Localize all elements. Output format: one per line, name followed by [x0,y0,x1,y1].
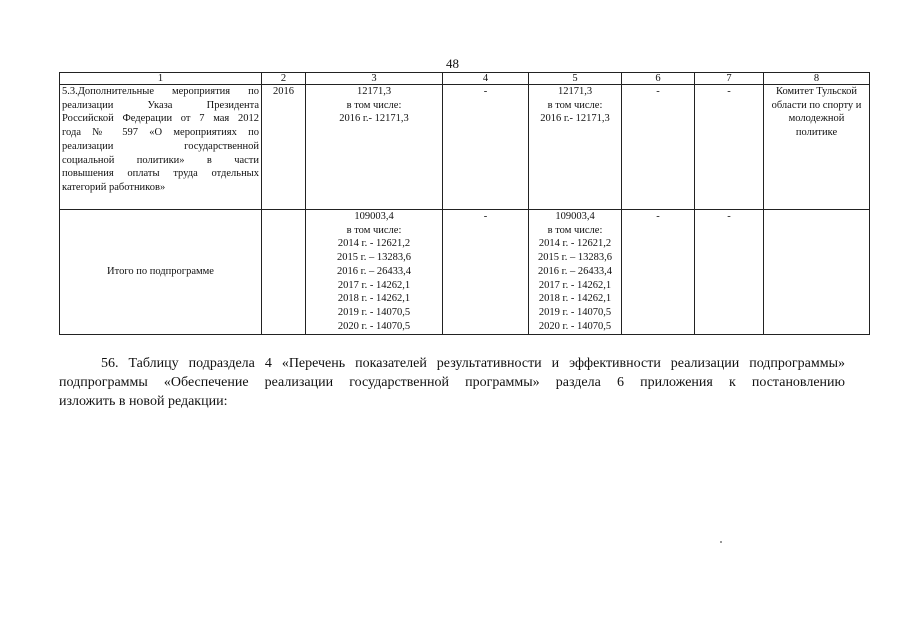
total-line: 12171,3 [356,86,392,97]
table-header-row [60,73,870,85]
measure-name-line: года № 597 «О мероприятиях по [62,127,259,139]
header-cell-6: 6 [622,73,695,85]
subprogram-col4-cell: - [443,210,529,335]
subprogram-col6-cell: - [622,210,695,335]
header-cell-2: 2 [262,73,306,85]
total-line: 2020 г. - 14070,5 [337,320,411,332]
measure-total-cell [306,85,443,210]
subprogram-total-cell [306,210,443,335]
paragraph-line: изложить в новой редакции: [59,394,228,409]
header-cell-4: 4 [443,73,529,85]
col5-line: 2016 г.- 12171,3 [540,113,610,125]
subprogram-col7-cell: - [695,210,764,335]
col5-line: 2019 г. - 14070,5 [538,306,612,318]
paragraph-line: 56. Таблицу подраздела 4 «Перечень показателей результативности и эффективности реализации подпрограммы» [101,356,845,371]
executor-line: молодежной [788,113,845,125]
measure-col6-cell: - [622,85,695,210]
col5-line: 2016 г. – 26433,4 [538,265,612,277]
total-line: 2016 г. – 26433,4 [337,265,411,277]
executor-line: Комитет Тульской [775,86,858,97]
scan-speck [720,541,722,543]
col5-line: 2017 г. - 14262,1 [538,279,612,291]
table-row-subprogram-total [60,210,870,335]
page-number: 48 [446,56,459,71]
subprogram-executor-cell [764,210,870,335]
measure-name-line: социальной политики» в части [62,154,259,166]
col5-line: 109003,4 [555,211,595,222]
header-cell-7: 7 [695,73,764,85]
col5-line: 2014 г. - 12621,2 [538,238,612,250]
measure-name-line: реализации Указа Президента [62,99,259,111]
total-line: 2018 г. - 14262,1 [337,293,411,305]
header-cell-5: 5 [529,73,622,85]
total-line: в том числе: [346,99,402,111]
measure-name-line: реализации государственной [62,140,259,152]
table-row-measure-5-3 [60,85,870,210]
subprogram-col5-cell [529,210,622,335]
measure-name-line: 5.3.Дополнительные мероприятия по [62,86,259,97]
total-line: 2015 г. – 13283,6 [337,252,411,264]
measure-name-cell [60,85,262,210]
header-cell-8: 8 [764,73,870,85]
total-line: 2016 г.- 12171,3 [339,113,409,125]
measure-name-line: категорий работников» [62,181,166,193]
subprogram-year-cell [262,210,306,335]
measures-table [59,72,870,335]
col5-line: в том числе: [547,224,603,236]
total-line: 2017 г. - 14262,1 [337,279,411,291]
total-line: 2019 г. - 14070,5 [337,306,411,318]
measure-year-cell: 2016 [262,85,306,210]
subprogram-total-label: Итого по подпрограмме [60,210,262,335]
col5-line: 2020 г. - 14070,5 [538,320,612,332]
measure-col7-cell: - [695,85,764,210]
measure-name-line: Российской Федерации от 7 мая 2012 [62,113,259,125]
col5-line: в том числе: [547,99,603,111]
measure-col5-cell [529,85,622,210]
executor-line: области по спорту и [771,99,862,111]
header-cell-3: 3 [306,73,443,85]
total-line: в том числе: [346,224,402,236]
col5-line: 12171,3 [557,86,593,97]
paragraph-line: подпрограммы «Обеспечение реализации государственной программы» раздела 6 приложения к постановлению [59,375,845,390]
total-line: 2014 г. - 12621,2 [337,238,411,250]
measure-name-line: повышения оплаты труда отдельных [62,168,259,180]
executor-line: политике [795,127,838,139]
total-line: 109003,4 [354,211,394,222]
col5-line: 2015 г. – 13283,6 [538,252,612,264]
instruction-paragraph [59,354,845,411]
measure-executor-cell [764,85,870,210]
header-cell-1: 1 [60,73,262,85]
measure-col4-cell: - [443,85,529,210]
col5-line: 2018 г. - 14262,1 [538,293,612,305]
